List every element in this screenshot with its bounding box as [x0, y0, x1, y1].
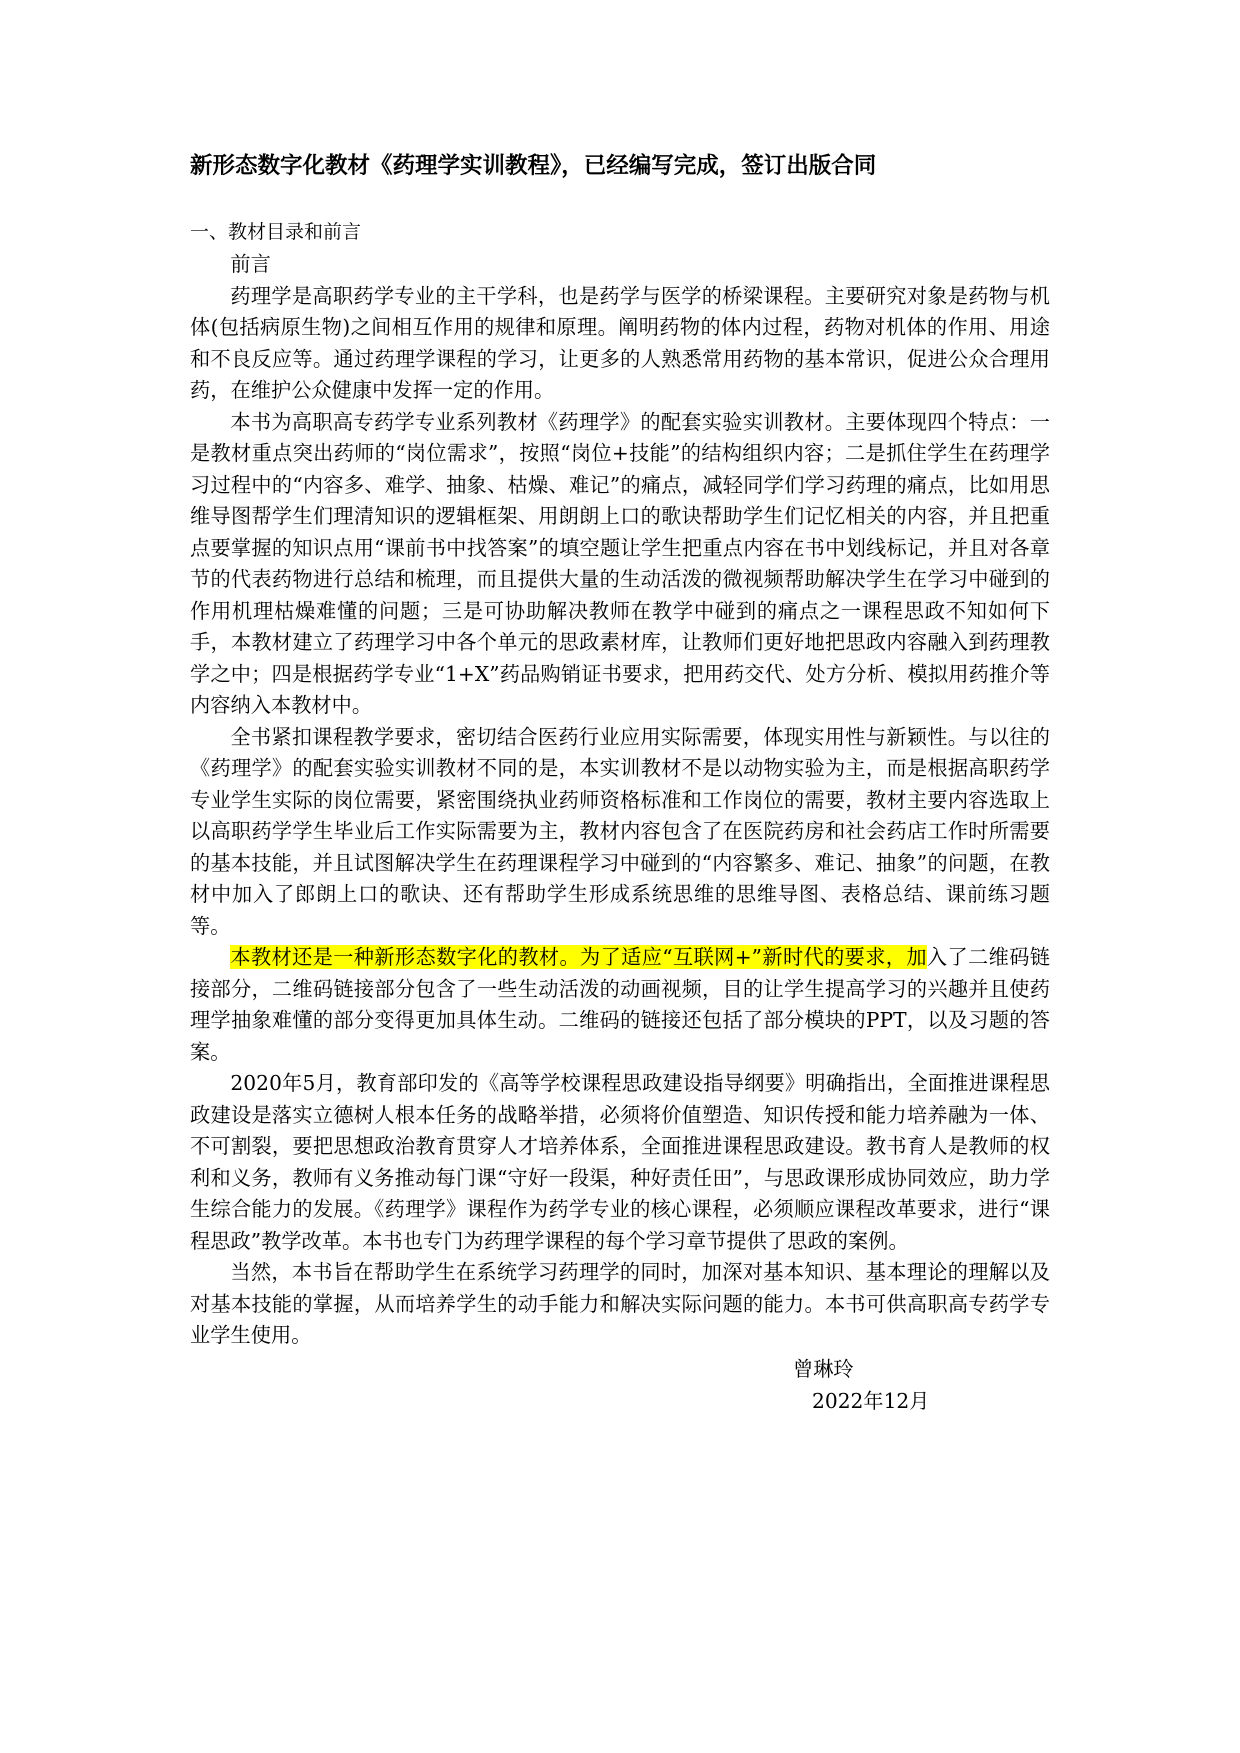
paragraph-3: 全书紧扣课程教学要求，密切结合医药行业应用实际需要，体现实用性与新颖性。与以往的《药理学》的配套实验实训教材不同的是，本实训教材不是以动物实验为主，而是根据高职药学专业学生实际的岗位需要，紧密围绕执业药师资格标准和工作岗位的需要，教材主要内容选取上以高职药学学生毕业后工作实际需要为主，教材内容包含了在医院药房和社会药店工作时所需要的基本技能，并且试图解决学生在药理课程学习中碰到的“内容繁多、难记、抽象”的问题，在教材中加入了郎朗上口的歌诀、还有帮助学生形成系统思维的思维导图、表格总结、课前练习题等。 [190, 724, 1050, 938]
signature-date: 2022年12月 [812, 1389, 930, 1413]
document-body [190, 249, 1050, 1352]
paragraph-4-rest: 入了二维码链接部分，二维码链接部分包含了一些生动活泼的动画视频，目的让学生提高学习的兴趣并且使药理学抽象难懂的部分变得更加具体生动。二维码的链接还包括了部分模块的PPT，以及习题的答案。 [190, 945, 1050, 1064]
preface-heading: 前言 [230, 252, 271, 276]
paragraph-1: 药理学是高职药学专业的主干学科，也是药学与医学的桥梁课程。主要研究对象是药物与机体(包括病原生物)之间相互作用的规律和原理。阐明药物的体内过程，药物对机体的作用、用途和不良反应等。通过药理学课程的学习，让更多的人熟悉常用药物的基本常识，促进公众合理用药，在维护公众健康中发挥一定的作用。 [190, 283, 1050, 402]
paragraph-5: 2020年5月，教育部印发的《高等学校课程思政建设指导纲要》明确指出，全面推进课程思政建设是落实立德树人根本任务的战略举措，必须将价值塑造、知识传授和能力培养融为一体、不可割裂，要把思想政治教育贯穿人才培养体系，全面推进课程思政建设。教书育人是教师的权利和义务，教师有义务推动每门课“守好一段渠，种好责任田”，与思政课形成协同效应，助力学生综合能力的发展。《药理学》课程作为药学专业的核心课程，必须顺应课程改革要求，进行“课程思政”教学改革。本书也专门为药理学课程的每个学习章节提供了思政的案例。 [190, 1071, 1050, 1253]
author-signature: 曾琳玲 [793, 1357, 854, 1381]
paragraph-6: 当然，本书旨在帮助学生在系统学习药理学的同时，加深对基本知识、基本理论的理解以及对基本技能的掌握，从而培养学生的动手能力和解决实际问题的能力。本书可供高职高专药学专业学生使用。 [190, 1260, 1050, 1347]
highlighted-text: 本教材还是一种新形态数字化的教材。为了适应“互联网+”新时代的要求，加 [230, 945, 927, 969]
paragraph-2: 本书为高职高专药学专业系列教材《药理学》的配套实验实训教材。主要体现四个特点：一是教材重点突出药师的“岗位需求”，按照“岗位+技能”的结构组织内容；二是抓住学生在药理学习过程中的“内容多、难学、抽象、枯燥、难记”的痛点，减轻同学们学习药理的痛点，比如用思维导图帮学生们理清知识的逻辑框架、用朗朗上口的歌诀帮助学生们记忆相关的内容，并且把重点要掌握的知识点用“课前书中找答案”的填空题让学生把重点内容在书中划线标记，并且对各章节的代表药物进行总结和梳理，而且提供大量的生动活泼的微视频帮助解决学生在学习中碰到的作用机理枯燥难懂的问题；三是可协助解决教师在教学中碰到的痛点之一课程思政不知如何下手，本教材建立了药理学习中各个单元的思政素材库，让教师们更好地把思政内容融入到药理教学之中；四是根据药学专业“1+X”药品购销证书要求，把用药交代、处方分析、模拟用药推介等内容纳入本教材中。 [190, 409, 1050, 717]
section-heading: 一、教材目录和前言 [190, 221, 362, 243]
paragraph-4 [190, 942, 1050, 1068]
document-title: 新形态数字化教材《药理学实训教程》，已经编写完成，签订出版合同 [190, 153, 877, 179]
